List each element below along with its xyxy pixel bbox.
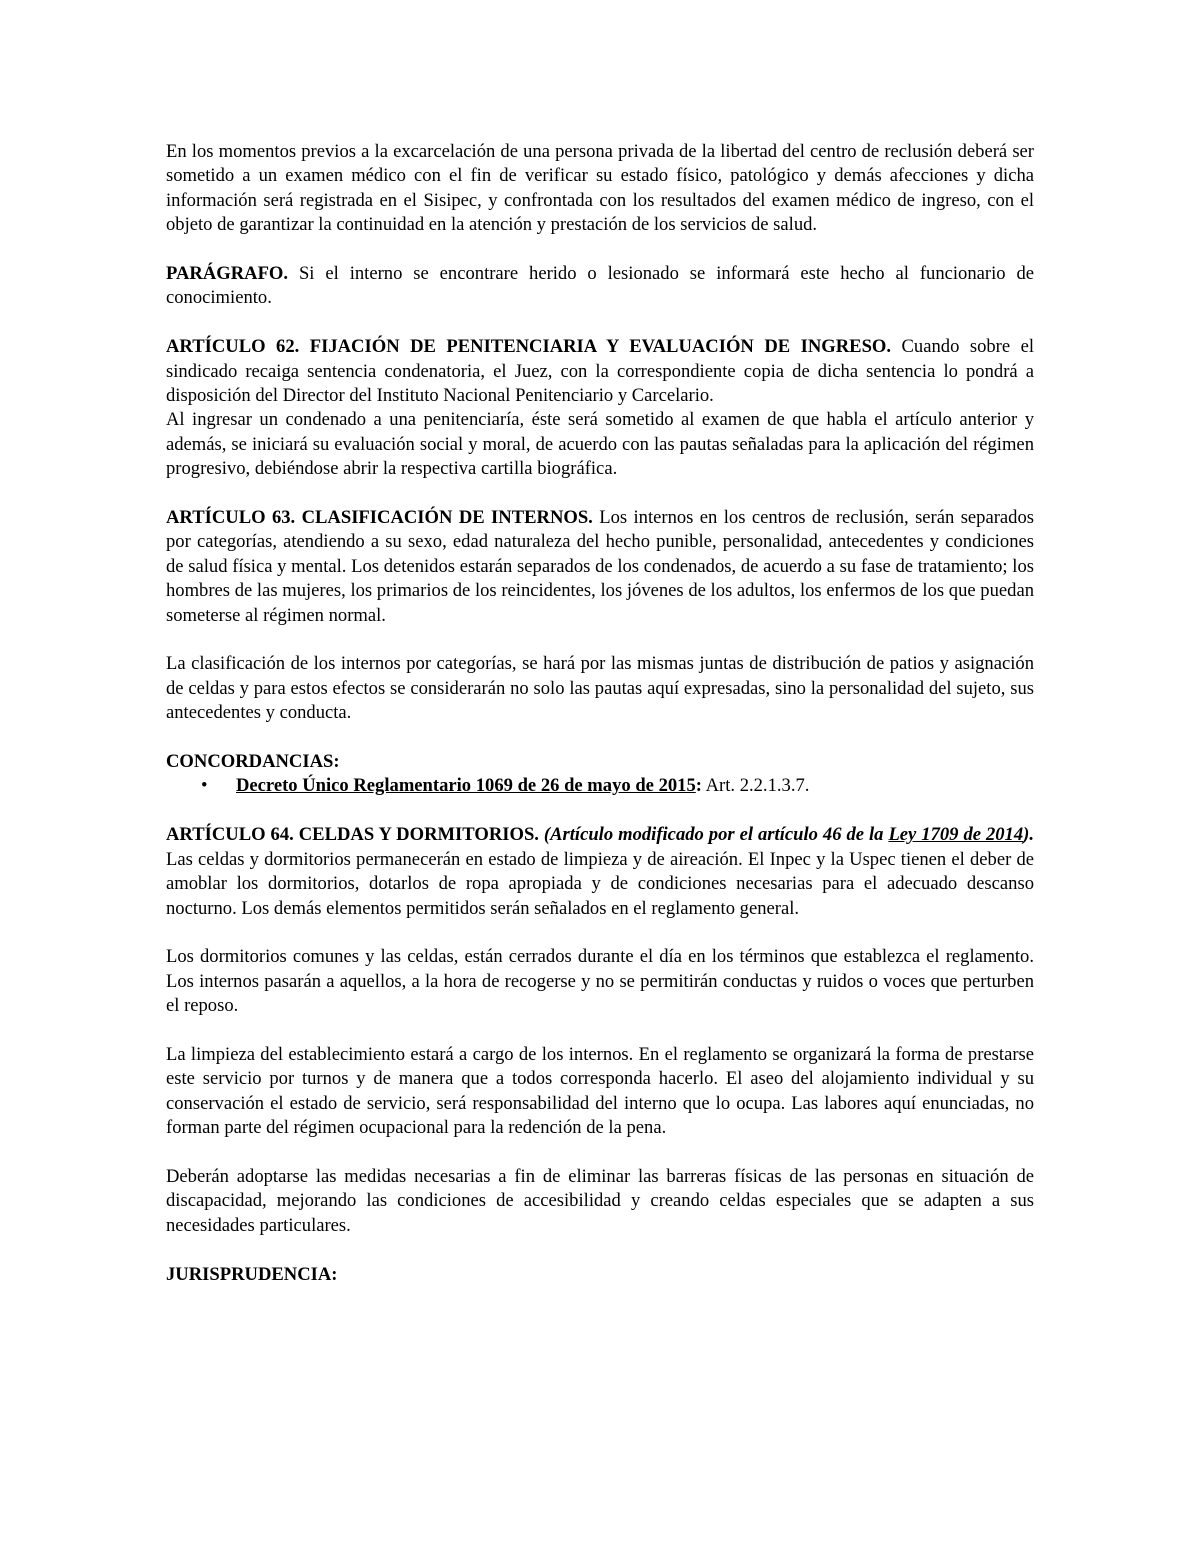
paragraph-excarcelacion: En los momentos previos a la excarcelación de una persona privada de la libertad del centro de reclusión deberá ser sometido a un examen médico con el fin de verificar su estado físico, patológico y demás afecciones y dicha información será registrada en el Sisipec, y confrontada con los resultados del examen médico de ingreso, con el objeto de garantizar la continuidad en la atención y prestación de los servicios de salud. <box>166 141 1034 236</box>
document-page <box>166 140 1034 1287</box>
article-63-title: ARTÍCULO 63. CLASIFICACIÓN DE INTERNOS. <box>166 507 593 529</box>
jurisprudencia-heading: JURISPRUDENCIA: <box>166 1263 338 1285</box>
article-64-note-close: ). <box>1023 824 1034 846</box>
article-64-note-open: (Artículo modificado por el artículo 46 de la <box>538 824 889 846</box>
paragrafo-text: Si el interno se encontrare herido o lesionado se informará este hecho al funcionario de conocimiento. <box>166 263 1034 309</box>
paragrafo-label: PARÁGRAFO. <box>166 263 289 285</box>
article-62-title: ARTÍCULO 62. FIJACIÓN DE PENITENCIARIA Y EVALUACIÓN DE INGRESO. <box>166 336 892 358</box>
article-62-text: Cuando sobre el sindicado recaiga sentencia condenatoria, el Juez, con la correspondiente copia de dicha sentencia lo pondrá a disposición del Director del Instituto Nacional Penitenciario y Carcelario. <box>166 336 1034 407</box>
bullet-icon: • <box>201 775 208 797</box>
ley-1709-link[interactable]: Ley 1709 de 2014 <box>888 824 1024 846</box>
article-63 <box>166 506 1034 628</box>
article-64-paragraph-3: La limpieza del establecimiento estará a cargo de los internos. En el reglamento se organizará la forma de prestarse este servicio por turnos y de manera que a todos corresponda hacerlo. El aseo del alojamiento individual y su conservación el estado de servicio, será responsabilidad del interno que lo ocupa. Las labores aquí enunciadas, no forman parte del régimen ocupacional para la redención de la pena. <box>166 1043 1034 1139</box>
decreto-1069-link[interactable]: Decreto Único Reglamentario 1069 de 26 de mayo de 2015 <box>236 775 696 797</box>
article-62 <box>166 335 1034 408</box>
article-64 <box>166 823 1034 921</box>
paragrafo <box>166 262 1034 311</box>
concordancias-heading: CONCORDANCIAS: <box>166 751 340 773</box>
list-item <box>166 774 1034 798</box>
article-62-paragraph-2: Al ingresar un condenado a una penitenciaría, éste será sometido al examen de que habla el artículo anterior y además, se iniciará su evaluación social y moral, de acuerdo con las pautas señaladas para la aplicación del régimen progresivo, debiéndose abrir la respectiva cartilla biográfica. <box>166 409 1034 480</box>
article-63-paragraph-2: La clasificación de los internos por categorías, se hará por las mismas juntas de distribución de patios y asignación de celdas y para estos efectos se considerarán no solo las pautas aquí expresadas, sino la personalidad del sujeto, sus antecedentes y conducta. <box>166 653 1034 724</box>
concordancia-article-ref: Art. 2.2.1.3.7. <box>701 775 810 797</box>
concordancia-colon: : <box>695 775 702 797</box>
article-64-paragraph-2: Los dormitorios comunes y las celdas, están cerrados durante el día en los términos que establezca el reglamento. Los internos pasarán a aquellos, a la hora de recogerse y no se permitirán conductas y ruidos o voces que perturben el reposo. <box>166 946 1034 1017</box>
article-64-paragraph-4: Deberán adoptarse las medidas necesarias a fin de eliminar las barreras físicas de las personas en situación de discapacidad, mejorando las condiciones de accesibilidad y creando celdas especiales que se adapten a sus necesidades particulares. <box>166 1165 1034 1236</box>
article-64-title: ARTÍCULO 64. CELDAS Y DORMITORIOS. <box>166 824 539 846</box>
article-64-text: Las celdas y dormitorios permanecerán en estado de limpieza y de aireación. El Inpec y la Uspec tienen el deber de amoblar los dormitorios, dotarlos de ropa apropiada y de condiciones necesarias para el adecuado descanso nocturno. Los demás elementos permitidos serán señalados en el reglamento general. <box>166 848 1034 919</box>
article-63-text: Los internos en los centros de reclusión, serán separados por categorías, atendiendo a su sexo, edad naturaleza del hecho punible, personalidad, antecedentes y condiciones de salud física y mental. Los detenidos estarán separados de los condenados, de acuerdo a su fase de tratamiento; los hombres de las mujeres, los primarios de los reincidentes, los jóvenes de los adultos, los enfermos de los que puedan someterse al régimen normal. <box>166 507 1035 626</box>
concordancias-list <box>166 774 1034 798</box>
